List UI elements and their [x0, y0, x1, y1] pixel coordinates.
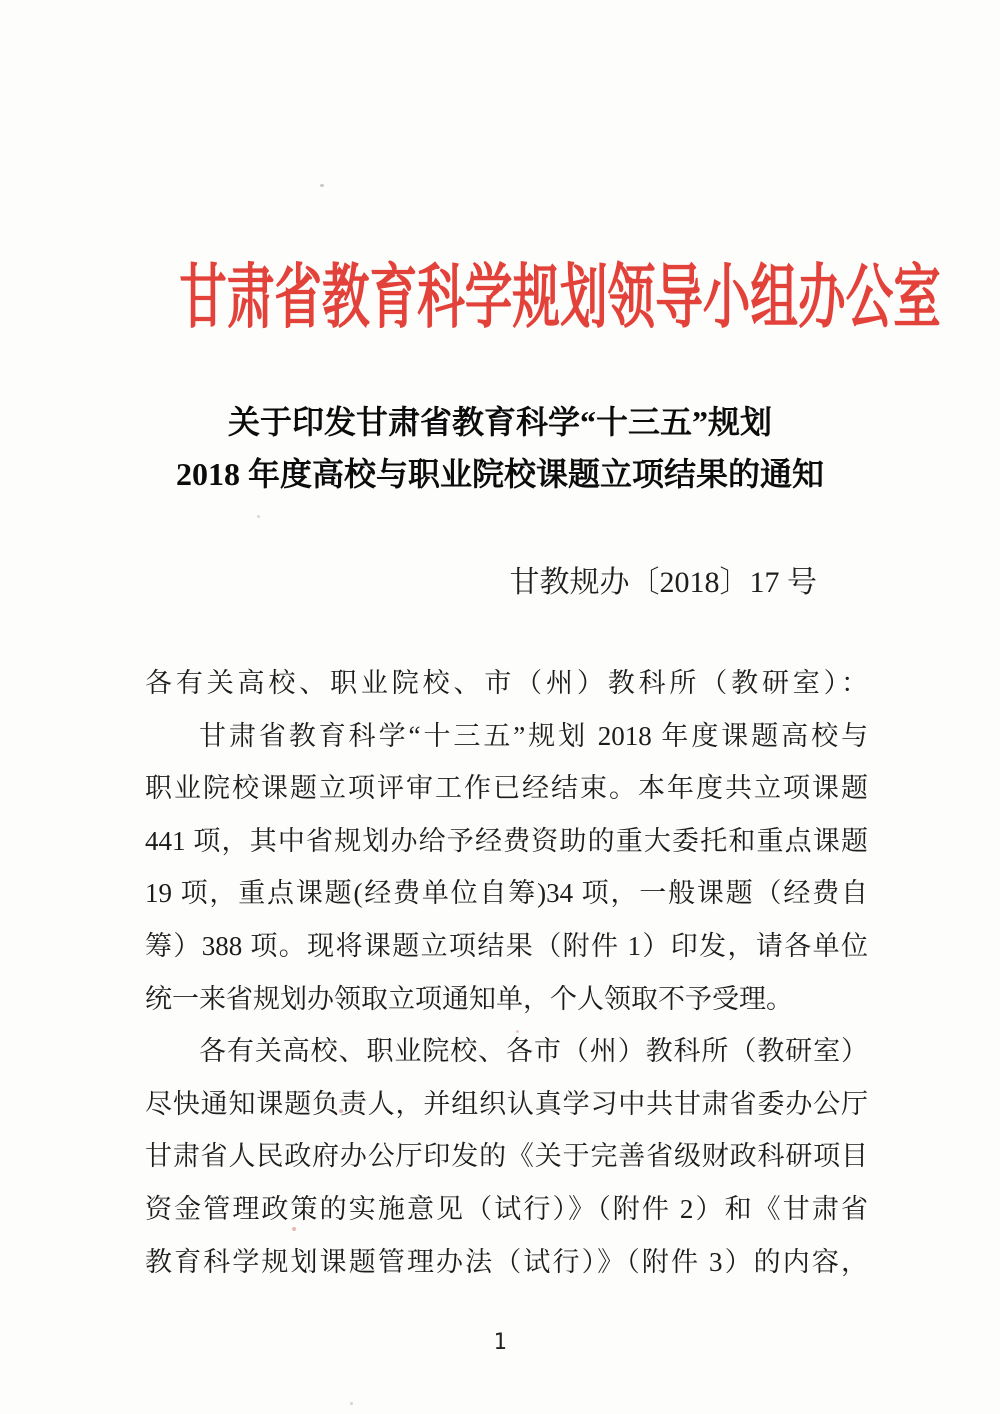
letterhead-title: 甘肃省教育科学规划领导小组办公室 — [179, 260, 941, 337]
body-line: 441 项，其中省规划办给予经费资助的重大委托和重点课题 — [145, 825, 868, 856]
title-line-1: 关于印发甘肃省教育科学“十三五”规划 — [227, 404, 772, 440]
document-title — [0, 396, 1000, 500]
scan-speck — [350, 1402, 353, 1405]
letterhead — [0, 262, 1000, 354]
body-line: 筹）388 项。现将课题立项结果（附件 1）印发，请各单位 — [145, 930, 868, 961]
body-line: 资金管理政策的实施意见（试行）》（附件 2）和《甘肃省 — [145, 1193, 868, 1224]
body-line: 甘肃省教育科学“十三五”规划 2018 年度课题高校与 — [199, 720, 868, 751]
body-line: 甘肃省人民政府办公厅印发的《关于完善省级财政科研项目 — [145, 1141, 868, 1172]
scan-speck — [257, 515, 260, 518]
document-number: 甘教规办〔2018〕17 号 — [509, 566, 817, 599]
body-line: 尽快通知课题负责人，并组织认真学习中共甘肃省委办公厅 — [145, 1088, 868, 1119]
document-number-row — [0, 560, 1000, 606]
body-line: 统一来省规划办领取立项通知单，个人领取不予受理。 — [145, 983, 793, 1014]
body-line: 19 项，重点课题(经费单位自筹)34 项，一般课题（经费自 — [145, 878, 868, 909]
body-line: 各有关高校、职业院校、各市（州）教科所（教研室） — [199, 1036, 868, 1067]
page-number: 1 — [493, 1330, 507, 1355]
body-line: 教育科学规划课题管理办法（试行）》（附件 3）的内容， — [145, 1246, 868, 1277]
body-text — [145, 657, 868, 1288]
scan-speck — [320, 184, 324, 187]
title-line-2: 2018 年度高校与职业院校课题立项结果的通知 — [175, 456, 824, 492]
body-line: 各有关高校、职业院校、市（州）教科所（教研室）： — [145, 668, 868, 698]
body-line: 职业院校课题立项评审工作已经结束。本年度共立项课题 — [145, 773, 868, 804]
